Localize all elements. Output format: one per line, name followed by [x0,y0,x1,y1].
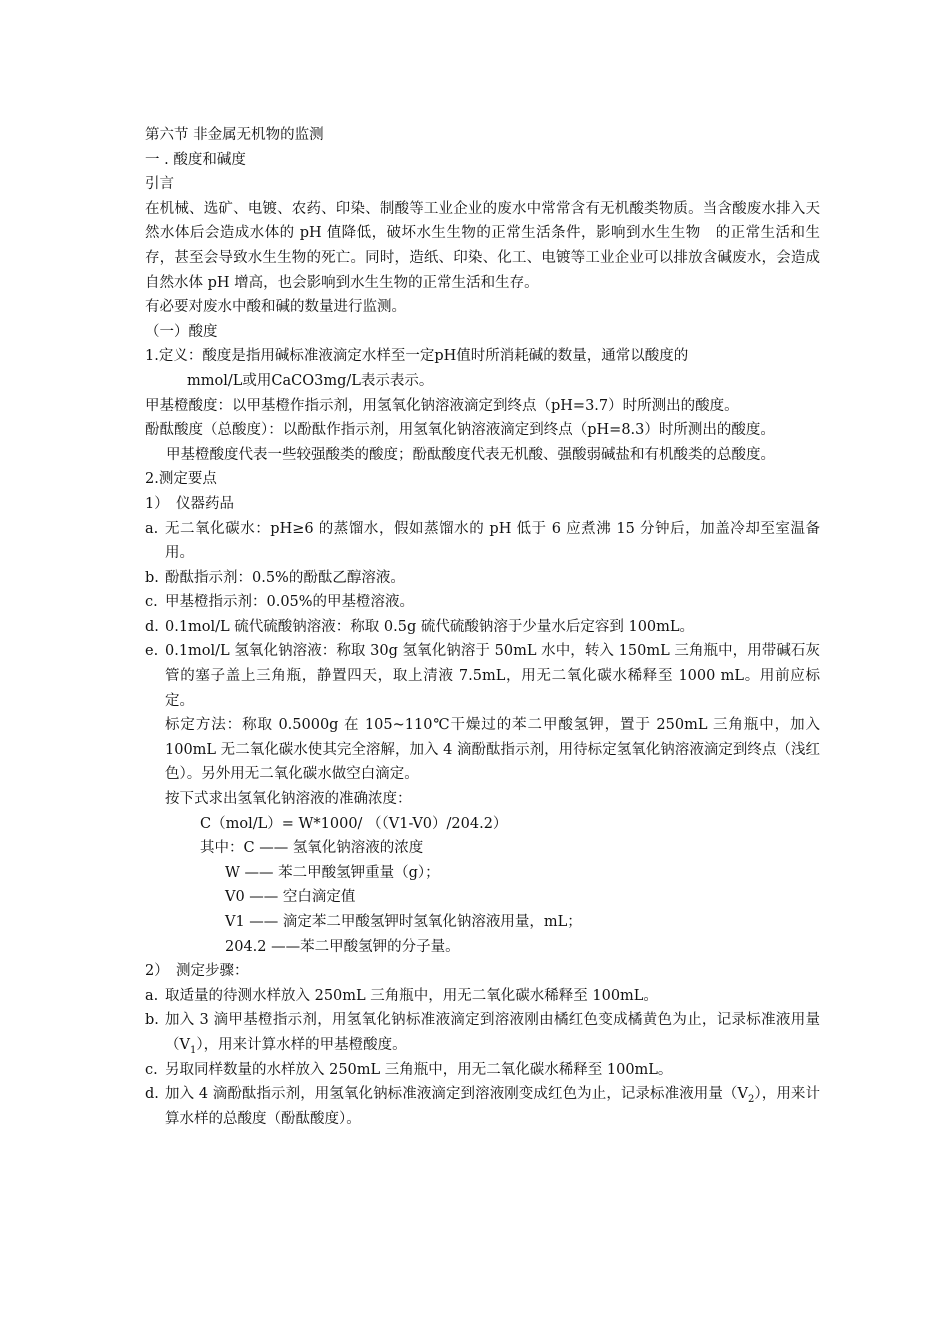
item-marker: d. [145,1086,159,1103]
item-marker: a. [145,520,159,537]
step-d-text: 加入 4 滴酚酞指示剂，用氢氧化钠标准液滴定到溶液刚变成红色为止，记录标准液用量（V [165,1086,748,1103]
section-title: 第六节 非金属无机物的监测 [145,127,324,143]
item-text: 取适量的待测水样放入 250mL 三角瓶中，用无二氧化碳水稀释至 100mL。 [165,987,658,1004]
formula-intro: 按下式求出氢氧化钠溶液的准确浓度： [165,791,412,808]
item-text [165,1008,820,1057]
definition-line-2: mmol/L或用CaCO3mg/L表示表示。 [187,372,434,389]
item-marker: b. [145,569,159,586]
document-body [145,123,820,1131]
acidity-heading: （一）酸度 [145,323,218,340]
heading-acidity-alkalinity: 一 . 酸度和碱度 [145,151,246,168]
steps-heading: 2） 测定步骤： [145,963,249,980]
item-text [165,1082,820,1131]
step-item [145,1008,820,1057]
instrument-item [145,590,820,615]
instrument-item [145,517,820,566]
step-b-text-end: ），用来计算水样的甲基橙酸度。 [196,1036,407,1053]
item-text: 0.1mol/L 硫代硫酸钠溶液：称取 0.5g 硫代硫酸钠溶于少量水后定容到 100mL。 [165,618,695,635]
item-marker: d. [145,618,159,635]
item-marker: e. [145,643,159,660]
item-marker: c. [145,1061,158,1078]
formula-where-molecular-weight: 204.2 ——苯二甲酸氢钾的分子量。 [225,938,460,955]
instrument-item [145,615,820,640]
subscript: 1 [189,1044,197,1056]
instruments-heading: 1） 仪器药品 [145,495,234,512]
subscript: 2 [747,1094,755,1106]
instrument-item [145,566,820,591]
methyl-orange-acidity: 甲基橙酸度：以甲基橙作指示剂，用氢氧化钠溶液滴定到终点（pH=3.7）时所测出的酸度。 [145,397,739,414]
formula-where-c: 其中：C —— 氢氧化钠溶液的浓度 [200,840,424,857]
definition-line-1: 1.定义：酸度是指用碱标准液滴定水样至一定pH值时所消耗碱的数量，通常以酸度的 [145,348,689,365]
step-d-text-end: ），用来计算水样的总酸度（酚酞酸度）。 [165,1086,820,1127]
acidity-representation: 甲基橙酸度代表一些较强酸类的酸度；酚酞酸度代表无机酸、强酸弱碱盐和有机酸类的总酸度。 [166,446,775,463]
step-item [145,984,820,1009]
item-text: 0.1mol/L 氢氧化钠溶液：称取 30g 氢氧化钠溶于 50mL 水中，转入 150mL 三角瓶中，用带碱石灰管的塞子盖上三角瓶，静置四天，取上清液 7.5mL，用无二氧化碳水稀释至 1000 mL。用前应标定。 [165,643,820,709]
item-marker: a. [145,987,159,1004]
intro-paragraph: 在机械、选矿、电镀、农药、印染、制酸等工业企业的废水中常常含有无机酸类物质。当含酸废水排入天然水体后会造成水体的 pH 值降低，破坏水生生物的正常生活条件，影响到水生生物 的正常生活和生存，甚至会导致水生生物的死亡。同时，造纸、印染、化工、电镀等工业企业可以排放含碱废水，会造成自然水体 pH 增高，也会影响到水生生物的正常生活和生存。 [145,200,820,291]
calibration-method: 标定方法：称取 0.5000g 在 105~110℃干燥过的苯二甲酸氢钾，置于 250mL 三角瓶中，加入 100mL 无二氧化碳水使其完全溶解，加入 4 滴酚酞指示剂，用待标定氢氧化钠溶液滴定到终点（浅红色）。另外用无二氧化碳水做空白滴定。 [165,717,820,783]
intro-label: 引言 [145,176,174,193]
item-text: 酚酞指示剂：0.5%的酚酞乙醇溶液。 [165,569,405,586]
intro-conclusion: 有必要对废水中酸和碱的数量进行监测。 [145,299,406,316]
item-marker: b. [145,1012,159,1029]
item-text: 另取同样数量的水样放入 250mL 三角瓶中，用无二氧化碳水稀释至 100mL。 [165,1061,673,1078]
step-item [145,1058,820,1083]
points-heading: 2.测定要点 [145,471,217,488]
item-marker: c. [145,594,158,611]
step-item [145,1082,820,1131]
formula-where-v0: V0 —— 空白滴定值 [225,889,356,906]
item-text: 无二氧化碳水：pH≥6 的蒸馏水，假如蒸馏水的 pH 低于 6 应煮沸 15 分钟后，加盖冷却至室温备用。 [165,520,820,562]
formula-where-v1: V1 —— 滴定苯二甲酸氢钾时氢氧化钠溶液用量，mL； [225,914,582,930]
concentration-formula: C（mol/L）= W*1000/ （（V1-V0）/204.2） [200,815,508,832]
formula-where-w: W —— 苯二甲酸氢钾重量（g）； [225,864,440,881]
phenolphthalein-acidity: 酚酞酸度（总酸度）：以酚酞作指示剂，用氢氧化钠溶液滴定到终点（pH=8.3）时所测出的酸度。 [145,422,775,439]
item-text: 甲基橙指示剂：0.05%的甲基橙溶液。 [165,594,415,611]
instrument-item [145,639,820,713]
step-b-text: 加入 3 滴甲基橙指示剂，用氢氧化钠标准液滴定到溶液刚由橘红色变成橘黄色为止，记录标准液用量（V [165,1012,820,1053]
